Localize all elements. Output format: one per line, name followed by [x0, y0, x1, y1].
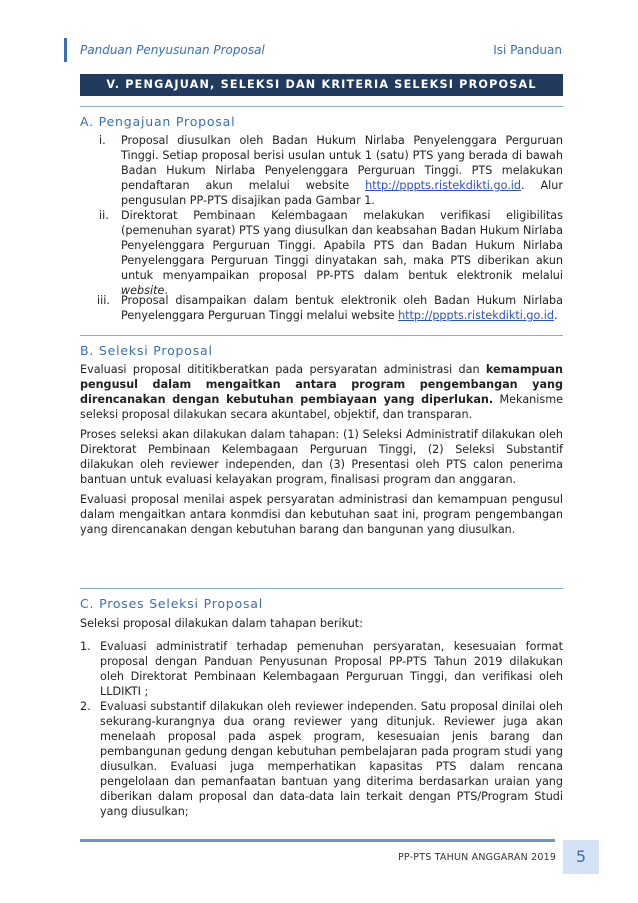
page-number: 5 — [563, 840, 599, 874]
list-item-text: Evaluasi administratif terhadap pemenuhan persyaratan, kesesuaian format proposal dengan Panduan Penyusunan Proposal PP-PTS Tahun 2019 dilakukan oleh Direktorat Pembinaan Kelembagaan Perguruan Tinggi, dan verifikasi oleh LLDIKTI ; — [100, 640, 563, 698]
section-a-title: A. Pengajuan Proposal — [80, 114, 236, 129]
list-item-text: Proposal diusulkan oleh Badan Hukum Nirlaba Penyelenggara Perguruan Tinggi. Setiap proposal berisi usulan untuk 1 (satu) PTS yang berada di bawah Badan Hukum Nirlaba Penyelenggara Perguruan Tinggi. PTS melakukan pendaftaran akun melalui website http://pppts.ristekdikti.go.id. Alur pengusulan PP-PTS disajikan pada Gambar 1. — [121, 134, 563, 207]
chapter-title: V. PENGAJUAN, SELEKSI DAN KRITERIA SELEKSI PROPOSAL — [80, 74, 563, 96]
list-item-number: iii. — [97, 294, 110, 307]
paragraph: Evaluasi proposal dititikberatkan pada persyaratan administrasi dan kemampuan pengusul dalam mengaitkan antara program pengembangan yang direncanakan dengan kebutuhan pembiayaan yang diperlukan. Mekanisme seleksi proposal dilakukan secara akuntabel, objektif, dan transparan. — [80, 363, 563, 421]
section-a-rule — [80, 106, 563, 107]
footer-text: PP-PTS TAHUN ANGGARAN 2019 — [398, 852, 557, 863]
header-accent-bar — [64, 38, 67, 62]
list-item-text: Direktorat Pembinaan Kelembagaan melakukan verifikasi eligibilitas (pemenuhan syarat) PTS yang diusulkan dan keabsahan Badan Hukum Nirlaba Penyelenggara Perguruan Tinggi. Apabila PTS dan Badan Hukum Nirlaba Penyelenggara Perguruan Tinggi dinyatakan sah, maka PTS diberikan akun untuk menyampaikan proposal PP-PTS dalam bentuk elektronik melalui website. — [121, 209, 563, 297]
section-b-rule — [80, 335, 563, 336]
list-item-text: Evaluasi substantif dilakukan oleh reviewer independen. Satu proposal dinilai oleh sekurang-kurangnya dua orang reviewer yang ditunjuk. Reviewer juga akan menelaah proposal pada aspek program, kesesuaian jenis barang dan pembangunan gedung dengan kebutuhan pembelajaran pada program studi yang diusulkan. Evaluasi juga memperhatikan kapasitas PTS dalam rencana pengelolaan dan pemanfaatan bantuan yang diterima berdasarkan uraian yang diberikan dalam proposal dan data-data lain terkait dengan PTS/Program Studi yang diusulkan; — [100, 700, 563, 818]
header-document-title: Panduan Penyusunan Proposal — [80, 43, 265, 57]
paragraph: Evaluasi proposal menilai aspek persyaratan administrasi dan kemampuan pengusul dalam mengaitkan antara konmdisi dan kebutuhan saat ini, program pengembangan yang direncanakan dengan kebutuhan barang dan bangunan yang diusulkan. — [80, 493, 563, 536]
list-item-number: 1. — [80, 640, 91, 653]
header-section-name: Isi Panduan — [493, 43, 562, 57]
paragraph: Seleksi proposal dilakukan dalam tahapan berikut: — [80, 617, 363, 630]
section-c-title: C. Proses Seleksi Proposal — [80, 596, 264, 611]
list-item-number: i. — [99, 134, 106, 147]
list-item-number: 2. — [80, 700, 91, 713]
list-item-text: Proposal disampaikan dalam bentuk elektronik oleh Badan Hukum Nirlaba Penyelenggara Perguruan Tinggi melalui website http://pppts.ristekdikti.go.id. — [121, 294, 563, 322]
section-c-rule — [80, 588, 563, 589]
paragraph: Proses seleksi akan dilakukan dalam tahapan: (1) Seleksi Administratif dilakukan oleh Direktorat Pembinaan Kelembagaan Perguruan Tinggi, (2) Seleksi Substantif dilakukan oleh reviewer independen, dan (3) Presentasi oleh PTS calon penerima bantuan untuk evaluasi kelayakan program, finalisasi program dan anggaran. — [80, 428, 563, 486]
section-b-title: B. Seleksi Proposal — [80, 343, 213, 358]
list-item-number: ii. — [99, 209, 109, 222]
website-link[interactable]: http://pppts.ristekdikti.go.id — [398, 309, 554, 322]
website-link[interactable]: http://pppts.ristekdikti.go.id — [365, 179, 521, 192]
footer-rule — [80, 839, 555, 842]
